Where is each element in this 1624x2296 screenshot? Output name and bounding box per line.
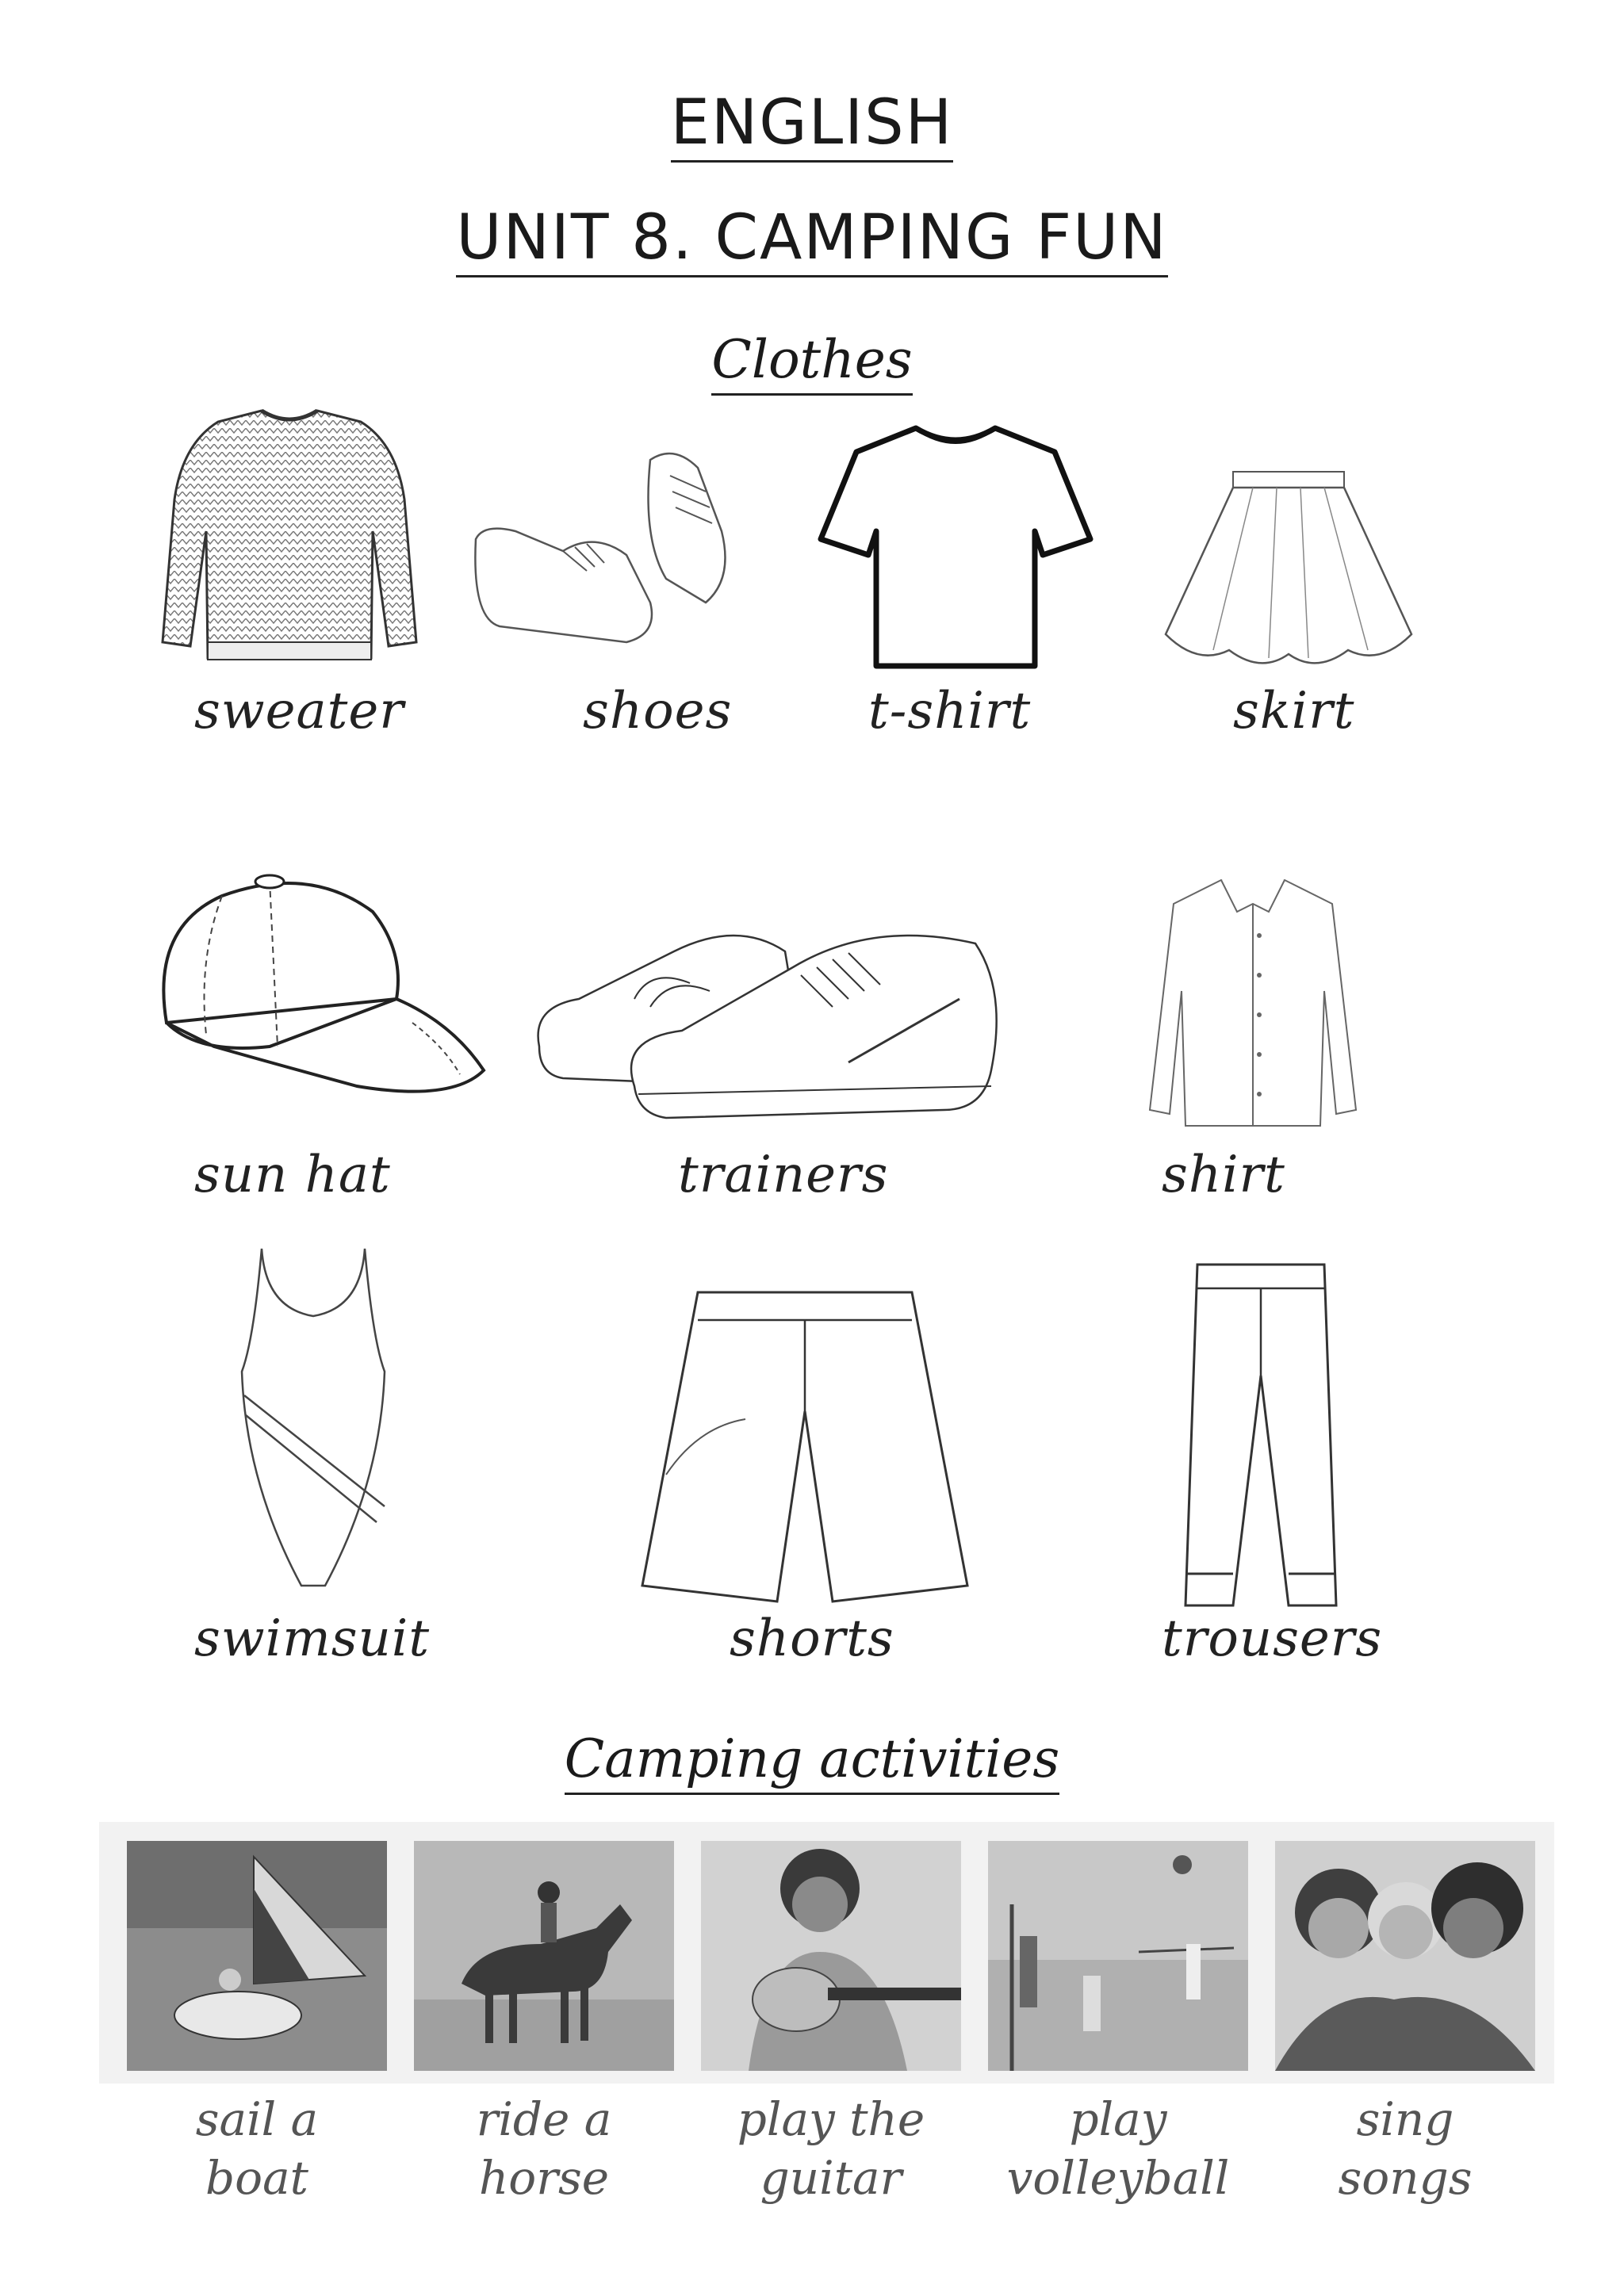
activity-line: songs: [1338, 2151, 1473, 2205]
skirt-label: skirt: [1233, 682, 1355, 740]
shirt-item: [1142, 872, 1364, 1134]
guitar-photo: [701, 1841, 961, 2071]
subject-title-text: ENGLISH: [671, 87, 954, 163]
activity-line: sail a: [195, 2092, 319, 2146]
swimsuit-icon: [230, 1245, 396, 1594]
shorts-icon: [634, 1284, 975, 1617]
t-shirt-item: [817, 420, 1094, 674]
activities-heading: [0, 1728, 1624, 1789]
t-shirt-label: t-shirt: [868, 682, 1032, 740]
activity-line: play the: [737, 2092, 925, 2146]
shoes-item: [468, 444, 737, 682]
unit-title-text: UNIT 8. CAMPING FUN: [456, 202, 1167, 277]
activity-line: guitar: [760, 2151, 902, 2205]
sun-hat-item: [151, 864, 492, 1110]
horse-riding-photo: [414, 1841, 674, 2071]
shorts-item: [634, 1284, 975, 1617]
activity-line: sing: [1356, 2092, 1454, 2146]
shirt-icon: [1142, 872, 1364, 1134]
trainers-item: [531, 888, 1007, 1126]
singing-photo: [1275, 1841, 1535, 2071]
volleyball-photo: [988, 1841, 1248, 2071]
activity-label-guitar: [700, 2090, 962, 2207]
shoes-icon: [468, 444, 737, 682]
activity-line: boat: [205, 2151, 308, 2205]
subject-title: [0, 87, 1624, 159]
sweater-icon: [159, 404, 420, 682]
t-shirt-icon: [817, 420, 1094, 674]
sweater-label: sweater: [194, 682, 404, 740]
skirt-icon: [1150, 468, 1427, 682]
trousers-label: trousers: [1162, 1609, 1383, 1668]
trousers-item: [1174, 1257, 1348, 1613]
trainers-icon: [531, 888, 1007, 1126]
activities-heading-text: Camping activities: [565, 1728, 1059, 1795]
activity-line: volleyball: [1006, 2151, 1230, 2205]
activity-label-sail: [126, 2090, 388, 2207]
activity-line: horse: [478, 2151, 610, 2205]
sun-hat-icon: [151, 864, 492, 1110]
swimsuit-item: [230, 1245, 396, 1594]
clothes-heading: [0, 329, 1624, 390]
activity-label-sing: [1274, 2090, 1536, 2207]
activity-label-horse: [413, 2090, 675, 2207]
swimsuit-label: swimsuit: [194, 1609, 431, 1668]
activity-line: ride a: [476, 2092, 612, 2146]
shoes-label: shoes: [583, 682, 733, 740]
activity-line: play: [1069, 2092, 1167, 2146]
clothes-heading-text: Clothes: [711, 329, 912, 396]
shorts-label: shorts: [730, 1609, 894, 1668]
trousers-icon: [1174, 1257, 1348, 1613]
unit-title: [0, 202, 1624, 274]
sweater-item: [159, 404, 420, 682]
trainers-label: trainers: [678, 1146, 889, 1204]
skirt-item: [1150, 468, 1427, 682]
sun-hat-label: sun hat: [194, 1146, 391, 1204]
activity-label-volleyball: [987, 2090, 1249, 2207]
shirt-label: shirt: [1162, 1146, 1285, 1204]
sailing-photo: [127, 1841, 387, 2071]
